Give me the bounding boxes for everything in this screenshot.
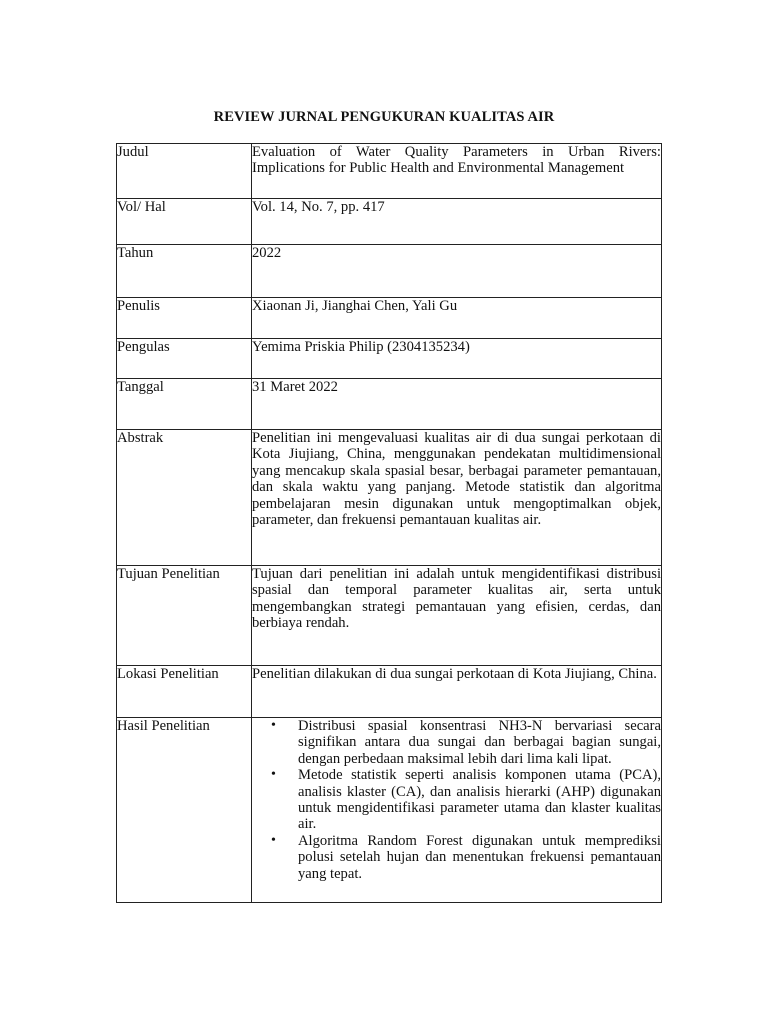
- row-abstrak: [117, 430, 662, 566]
- value-vol: Vol. 14, No. 7, pp. 417: [252, 199, 662, 245]
- value-pengulas: Yemima Priskia Philip (2304135234): [252, 339, 662, 379]
- value-tahun: 2022: [252, 245, 662, 298]
- finding-item: [271, 718, 661, 767]
- finding-text: Distribusi spasial konsentrasi NH3-N bervariasi secara signifikan antara dua sungai dan berbagai bagian sungai, dengan perbedaan maksimal lebih dari lima kali lipat.: [298, 718, 661, 767]
- row-vol: [117, 199, 662, 245]
- value-tanggal: 31 Maret 2022: [252, 379, 662, 430]
- row-penulis: [117, 298, 662, 339]
- findings-list: [252, 718, 661, 882]
- row-hasil: [117, 718, 662, 903]
- bullet-icon: •: [271, 832, 276, 848]
- finding-item: [271, 767, 661, 833]
- row-tanggal: [117, 379, 662, 430]
- label-lokasi: Lokasi Penelitian: [117, 666, 252, 718]
- review-table: [116, 143, 662, 903]
- label-tanggal: Tanggal: [117, 379, 252, 430]
- value-tujuan: Tujuan dari penelitian ini adalah untuk mengidentifikasi distribusi spasial dan temporal parameter kualitas air, serta untuk mengembangkan strategi pemantauan yang efisien, cerdas, dan berbiaya rendah.: [252, 566, 662, 666]
- document-title: REVIEW JURNAL PENGUKURAN KUALITAS AIR: [213, 109, 555, 125]
- label-hasil: Hasil Penelitian: [117, 718, 252, 903]
- label-tujuan: Tujuan Penelitian: [117, 566, 252, 666]
- value-judul: Evaluation of Water Quality Parameters in Urban Rivers: Implications for Public Health and Environmental Management: [252, 144, 662, 199]
- row-judul: [117, 144, 662, 199]
- label-abstrak: Abstrak: [117, 430, 252, 566]
- bullet-icon: •: [271, 767, 276, 783]
- label-pengulas: Pengulas: [117, 339, 252, 379]
- value-lokasi: Penelitian dilakukan di dua sungai perkotaan di Kota Jiujiang, China.: [252, 666, 662, 718]
- bullet-icon: •: [271, 718, 276, 733]
- label-tahun: Tahun: [117, 245, 252, 298]
- label-judul: Judul: [117, 144, 252, 199]
- label-penulis: Penulis: [117, 298, 252, 339]
- value-abstrak: Penelitian ini mengevaluasi kualitas air di dua sungai perkotaan di Kota Jiujiang, China, menggunakan pendekatan multidimensional yang mencakup skala spasial besar, berbagai parameter pemantauan, dan skala waktu yang panjang. Metode statistik dan algoritma pembelajaran mesin digunakan untuk mengoptimalkan objek, parameter, dan frekuensi pemantauan kualitas air.: [252, 430, 662, 566]
- value-hasil: [252, 718, 662, 903]
- row-pengulas: [117, 339, 662, 379]
- finding-text: Algoritma Random Forest digunakan untuk memprediksi polusi setelah hujan dan menentukan frekuensi pemantauan yang tepat.: [298, 832, 661, 882]
- row-lokasi: [117, 666, 662, 718]
- row-tahun: [117, 245, 662, 298]
- row-tujuan: [117, 566, 662, 666]
- label-vol: Vol/ Hal: [117, 199, 252, 245]
- finding-item: [271, 832, 661, 882]
- finding-text: Metode statistik seperti analisis komponen utama (PCA), analisis klaster (CA), dan analisis hierarki (AHP) digunakan untuk mengidentifikasi parameter utama dan klaster kualitas air.: [298, 767, 661, 833]
- value-penulis: Xiaonan Ji, Jianghai Chen, Yali Gu: [252, 298, 662, 339]
